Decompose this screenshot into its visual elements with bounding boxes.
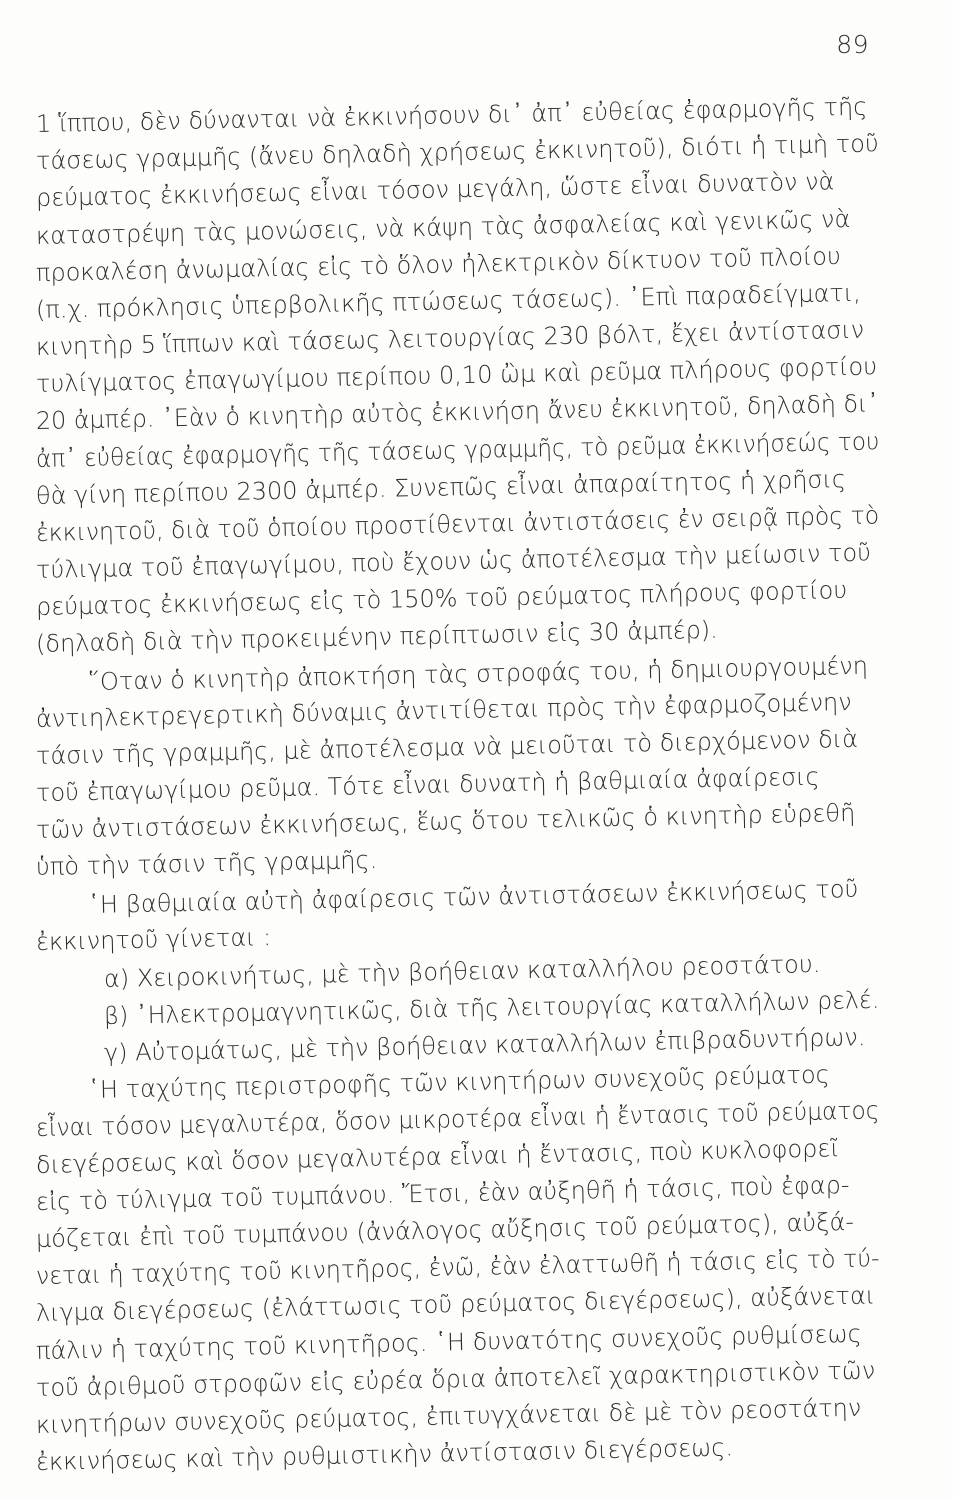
- page-number: 89: [836, 30, 869, 59]
- text-line: τάσεως γραμμῆς (ἄνευ δηλαδὴ χρήσεως ἐκκινητοῦ), διότι ἡ τιμὴ τοῦ: [35, 129, 880, 175]
- text-line: κινητὴρ 5 ἵππων καὶ τάσεως λειτουργίας 230 βόλτ, ἔχει ἀντίστασιν: [35, 315, 865, 361]
- text-line: λιγμα διεγέρσεως (ἐλάττωσις τοῦ ρεύματος διεγέρσεως), αὐξάνεται: [35, 1281, 876, 1327]
- text-line: τοῦ ἐπαγωγίμου ρεῦμα. Τότε εἶναι δυνατὴ ἡ βαθμιαία ἀφαίρεσις: [35, 762, 820, 807]
- text-line: τοῦ ἀριθμοῦ στροφῶν εἰς εὐρέα ὅρια ἀποτελεῖ χαρακτηριστικὸν τῶν: [35, 1356, 876, 1402]
- text-line: τῶν ἀντιστάσεων ἐκκινήσεως, ἕως ὅτου τελικῶς ὁ κινητὴρ εὑρεθῆ: [35, 798, 856, 844]
- text-line: ἀντιηλεκτρεγερτικὴ δύναμις ἀντιτίθεται πρὸς τὴν ἐφαρμοζομένην: [35, 687, 852, 733]
- list-item: β) ᾿Ηλεκτρομαγνητικῶς, διὰ τῆς λειτουργίας καταλλήλων ρελέ.: [103, 985, 880, 1030]
- text-line: ρεύματος ἐκκινήσεως εἰς τὸ 150% τοῦ ρεύματος πλήρους φορτίου: [35, 576, 848, 621]
- text-line: τυλίγματος ἐπαγωγίμου περίπου 0,10 ὢμ καὶ ρεῦμα πλήρους φορτίου: [35, 352, 878, 398]
- text-line: ρεύματος ἐκκινήσεως εἶναι τόσον μεγάλη, ὥστε εἶναι δυνατὸν νὰ: [35, 167, 835, 212]
- text-line: εἰς τὸ τύλιγμα τοῦ τυμπάνου. Ἔτσι, ἐὰν αὐξηθῆ ἡ τάσις, ποὺ ἐφαρ-: [35, 1170, 850, 1216]
- list-item: γ) Αὐτομάτως, μὲ τὴν βοήθειαν καταλλήλων ἐπιβραδυντήρων.: [103, 1023, 866, 1067]
- text-line: τάσιν τῆς γραμμῆς, μὲ ἀποτέλεσμα νὰ μειοῦται τὸ διερχόμενον διὰ: [35, 724, 859, 770]
- text-line: 20 ἀμπέρ. ᾿Εὰν ὁ κινητὴρ αὐτὸς ἐκκινήση ἄνευ ἐκκινητοῦ, δηλαδὴ δι᾽: [35, 389, 880, 435]
- text-line: ἀπ᾽ εὐθείας ἐφαρμογῆς τῆς τάσεως γραμμῆς, τὸ ρεῦμα ἐκκινήσεώς του: [35, 427, 880, 473]
- text-line: ῾Η βαθμιαία αὐτὴ ἀφαίρεσις τῶν ἀντιστάσεων ἐκκινήσεως τοῦ: [87, 874, 859, 919]
- text-line: ἐκκινητοῦ, διὰ τοῦ ὁποίου προστίθενται ἀντιστάσεις ἐν σειρᾷ πρὸς τὸ: [35, 501, 880, 547]
- text-line: ῞Οταν ὁ κινητὴρ ἀποκτήση τὰς στροφάς του, ἡ δημιουργουμένη: [87, 651, 869, 696]
- text-line: μόζεται ἐπὶ τοῦ τυμπάνου (ἀνάλογος αὔξησις τοῦ ρεύματος), αὐξά-: [35, 1207, 855, 1253]
- text-line: προκαλέση ἀνωμαλίας εἰς τὸ ὅλον ἠλεκτρικὸν δίκτυον τοῦ πλοίου: [35, 242, 842, 287]
- text-line: ῾Η ταχύτης περιστροφῆς τῶν κινητήρων συνεχοῦς ρεύματος: [87, 1060, 830, 1104]
- text-line: 1 ἵππου, δὲν δύνανται νὰ ἐκκινήσουν δι᾽ ἀπ᾽ εὐθείας ἐφαρμογῆς τῆς: [35, 92, 868, 138]
- text-line: εἶναι τόσον μεγαλυτέρα, ὅσον μικροτέρα εἶναι ἡ ἔντασις τοῦ ρεύματος: [35, 1096, 880, 1142]
- text-line: (π.χ. πρόκλησις ὑπερβολικῆς πτώσεως τάσεως). ᾿Επὶ παραδείγματι,: [35, 278, 862, 324]
- text-line: θὰ γίνη περίπου 2300 ἀμπέρ. Συνεπῶς εἶναι ἀπαραίτητος ἡ χρῆσις: [35, 465, 847, 510]
- text-line: πάλιν ἡ ταχύτης τοῦ κινητῆρος. ῾Η δυνατότης συνεχοῦς ρυθμίσεως: [35, 1319, 862, 1365]
- text-line: ὑπὸ τὴν τάσιν τῆς γραμμῆς.: [35, 845, 378, 881]
- text-line: (δηλαδὴ διὰ τὴν προκειμένην περίπτωσιν εἰς 30 ἀμπέρ).: [35, 615, 719, 658]
- list-item: α) Χειροκινήτως, μὲ τὴν βοήθειαν καταλλήλου ρεοστάτου.: [103, 949, 821, 993]
- text-line: νεται ἡ ταχύτης τοῦ κινητῆρος, ἐνῶ, ἐὰν ἐλαττωθῆ ἡ τάσις εἰς τὸ τύ-: [35, 1244, 880, 1290]
- text-line: ἐκκινήσεως καὶ τὴν ρυθμιστικὴν ἀντίστασιν διεγέρσεως.: [35, 1433, 734, 1476]
- text-line: ἐκκινητοῦ γίνεται :: [35, 923, 272, 956]
- text-line: διεγέρσεως καὶ ὅσον μεγαλυτέρα εἶναι ἡ ἔντασις, ποὺ κυκλοφορεῖ: [35, 1134, 839, 1179]
- text-line: κινητήρων συνεχοῦς ρεύματος, ἐπιτυγχάνεται δὲ μὲ τὸν ρεοστάτην: [35, 1393, 862, 1439]
- text-line: καταστρέψη τὰς μονώσεις, νὰ κάψη τὰς ἀσφαλείας καὶ γενικῶς νὰ: [35, 204, 851, 250]
- text-line: τύλιγμα τοῦ ἐπαγωγίμου, ποὺ ἔχουν ὡς ἀποτέλεσμα τὴν μείωσιν τοῦ: [35, 538, 872, 584]
